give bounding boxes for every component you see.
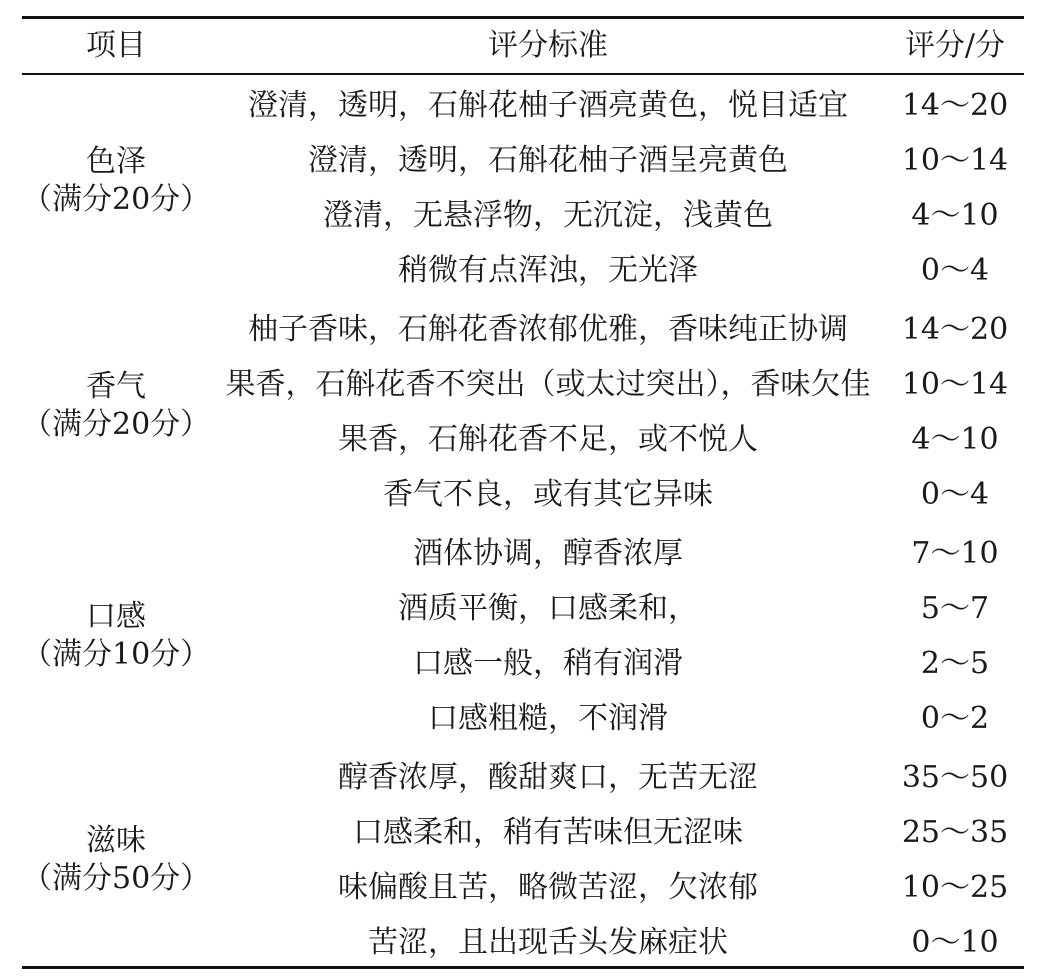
score-cell: 25～35: [901, 815, 1009, 850]
criteria-cell: 味偏酸且苦，略微苦涩，欠浓郁: [338, 870, 758, 905]
score-cell: 14～20: [901, 88, 1009, 123]
table-row: [0, 691, 1047, 746]
score-cell: 10～14: [901, 143, 1009, 178]
criteria-cell: 澄清，无悬浮物，无沉淀，浅黄色: [323, 198, 773, 233]
group-full-score: （满分20分）: [22, 407, 211, 442]
score-cell: 0～4: [920, 477, 990, 512]
score-cell: 0～10: [911, 925, 999, 960]
criteria-cell: 酒质平衡，口感柔和，: [398, 591, 698, 626]
criteria-cell: 澄清，透明，石斛花柚子酒亮黄色，悦目适宜: [248, 88, 848, 123]
table-row: [0, 860, 1047, 915]
criteria-cell: 澄清，透明，石斛花柚子酒呈亮黄色: [308, 143, 788, 178]
group-full-score: （满分20分）: [22, 182, 211, 217]
score-cell: 5～7: [920, 591, 990, 626]
header-criteria: 评分标准: [488, 28, 608, 63]
group-full-score: （满分50分）: [22, 861, 211, 896]
table-row: [0, 467, 1047, 522]
table-row: [0, 412, 1047, 467]
criteria-cell: 柚子香味，石斛花香浓郁优雅，香味纯正协调: [248, 312, 848, 347]
criteria-cell: 口感粗糙，不润滑: [428, 701, 668, 736]
criteria-cell: 果香，石斛花香不足，或不悦人: [338, 422, 758, 457]
table-row: [0, 302, 1047, 357]
header-item: 项目: [86, 28, 146, 63]
table-row: [0, 581, 1047, 636]
table-row: [0, 243, 1047, 298]
score-cell: 7～10: [911, 536, 999, 571]
group-name: 色泽: [86, 144, 146, 179]
score-cell: 10～14: [901, 367, 1009, 402]
table-row: [0, 133, 1047, 188]
criteria-cell: 香气不良，或有其它异味: [383, 477, 713, 512]
group-name: 滋味: [86, 823, 146, 858]
score-cell: 10～25: [901, 870, 1009, 905]
criteria-cell: 苦涩，且出现舌头发麻症状: [368, 925, 728, 960]
header-score: 评分/分: [904, 28, 1006, 63]
criteria-cell: 酒体协调，醇香浓厚: [413, 536, 683, 571]
score-cell: 4～10: [911, 198, 999, 233]
score-cell: 14～20: [901, 312, 1009, 347]
table-row: [0, 915, 1047, 970]
score-cell: 2～5: [920, 646, 990, 681]
table-row: [0, 750, 1047, 805]
score-cell: 0～2: [920, 701, 990, 736]
score-cell: 0～4: [920, 253, 990, 288]
table-header-rule: [22, 73, 1024, 75]
table-row: [0, 636, 1047, 691]
table-bottom-rule: [22, 966, 1024, 969]
criteria-cell: 醇香浓厚，酸甜爽口，无苦无涩: [338, 760, 758, 795]
criteria-cell: 口感柔和，稍有苦味但无涩味: [353, 815, 743, 850]
score-cell: 4～10: [911, 422, 999, 457]
table-row: [0, 526, 1047, 581]
table-row: [0, 357, 1047, 412]
table-row: [0, 805, 1047, 860]
score-cell: 35～50: [901, 760, 1009, 795]
group-name: 香气: [86, 369, 146, 404]
group-full-score: （满分10分）: [22, 637, 211, 672]
group-name: 口感: [86, 599, 146, 634]
table-row: [0, 78, 1047, 133]
criteria-cell: 果香，石斛花香不突出（或太过突出），香味欠佳: [225, 367, 871, 402]
table-row: [0, 188, 1047, 243]
criteria-cell: 口感一般，稍有润滑: [413, 646, 683, 681]
criteria-cell: 稍微有点浑浊，无光泽: [398, 253, 698, 288]
